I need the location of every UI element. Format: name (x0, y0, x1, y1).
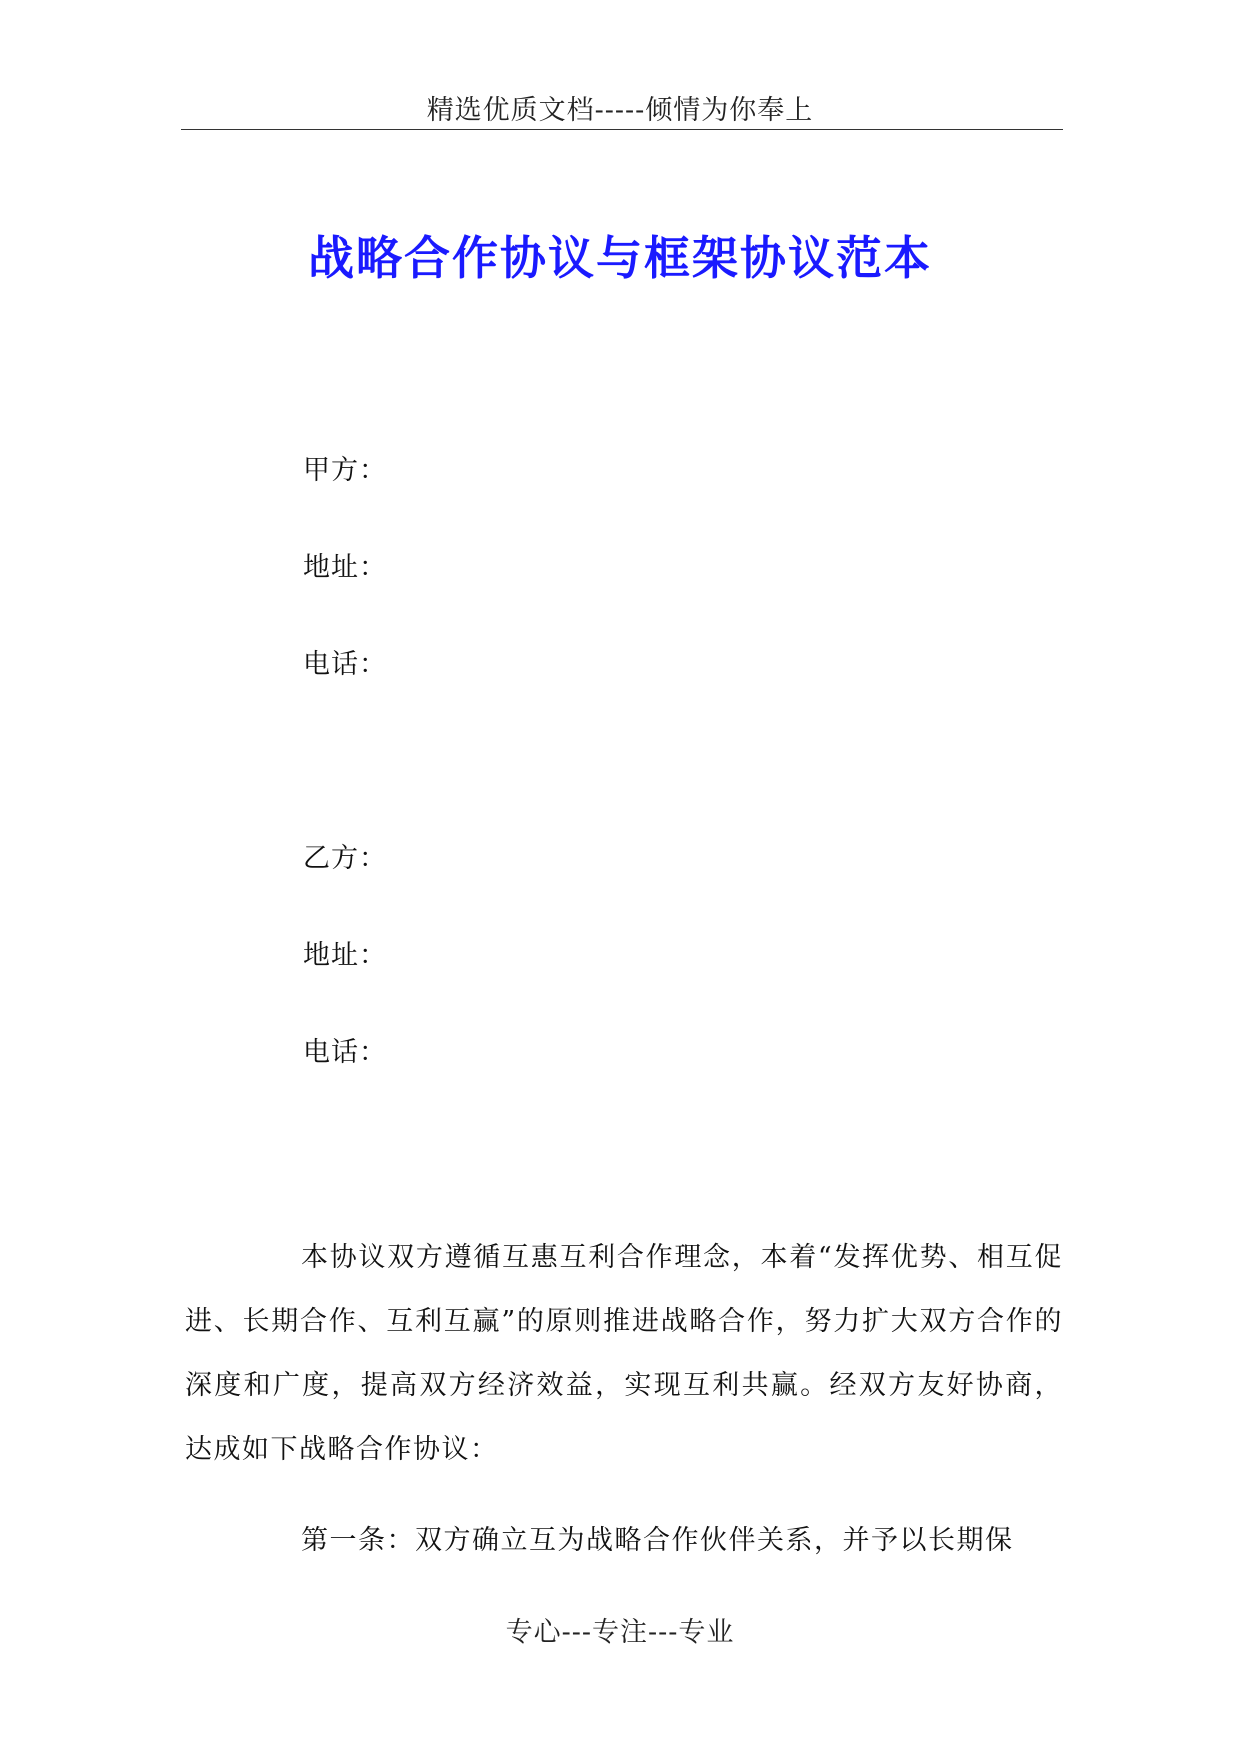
party-b-name-label: 乙方： (303, 843, 387, 874)
page-header: 精选优质文档-----倾情为你奉上 (426, 95, 814, 126)
article-1: 第一条：双方确立互为战略合作伙伴关系，并予以长期保 (301, 1525, 1014, 1556)
document-title: 战略合作协议与框架协议范本 (308, 231, 932, 285)
intro-paragraph: 本协议双方遵循互惠互利合作理念，本着“发挥优势、相互促进、长期合作、互利互赢”的原则推进战略合作，努力扩大双方合作的深度和广度，提高双方经济效益，实现互利共赢。经双方友好协商，达成如下战略合作协议： (185, 1242, 1063, 1465)
header-divider (181, 129, 1063, 130)
party-a-phone-label: 电话： (303, 649, 387, 680)
party-b-phone-label: 电话： (303, 1037, 387, 1068)
party-a-name-label: 甲方： (303, 455, 387, 486)
party-a-address-label: 地址： (303, 552, 387, 583)
page-footer: 专心---专注---专业 (505, 1617, 735, 1648)
party-b-address-label: 地址： (303, 940, 387, 971)
